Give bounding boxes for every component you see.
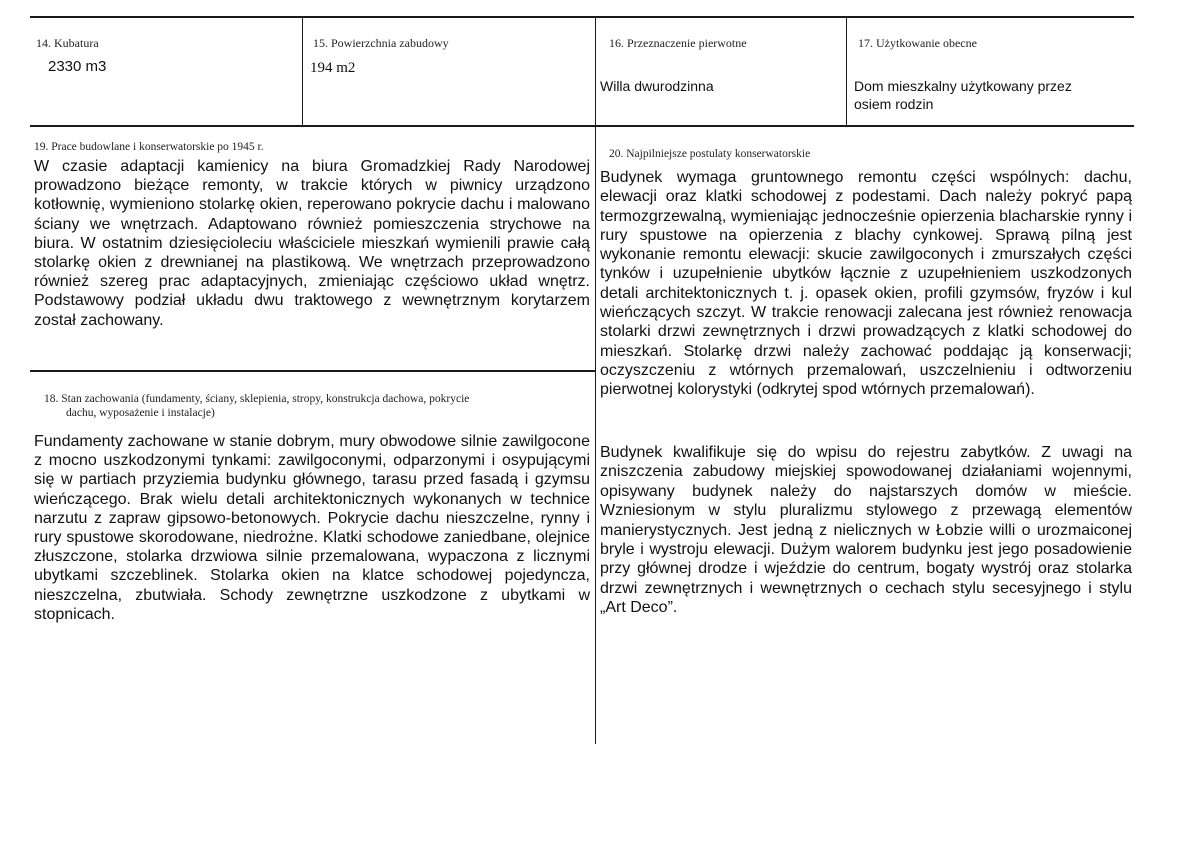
prace-budowlane-label: 19. Prace budowlane i konserwatorskie po 1945 r. <box>34 141 264 153</box>
powierzchnia-value: 194 m2 <box>310 60 356 76</box>
kubatura-value: 2330 m3 <box>48 58 107 75</box>
left-section-divider <box>30 370 595 372</box>
uzytkowanie-value-line1: Dom mieszkalny użytkowany przez <box>854 78 1072 94</box>
przeznaczenie-label: 16. Przeznaczenie pierwotne <box>609 36 747 50</box>
uzytkowanie-label: 17. Użytkowanie obecne <box>858 36 977 50</box>
stan-zachowania-label-line1: 18. Stan zachowania (fundamenty, ściany, sklepienia, stropy, konstrukcja dachowa, pokrycie <box>44 393 470 405</box>
stan-zachowania-text: Fundamenty zachowane w stanie dobrym, mury obwodowe silnie zawilgocone z mocno uszkodzonymi tynkami: zawilgoconymi, odparzonymi i osypującymi się w partiach przyziemia budynku głównego, tarasu przed fasadą i gzymsu wieńczącego. Brak wielu detali architektonicznych wykonanych w technice narzutu z zapraw gipsowo-betonowych. Pokrycie dachu nieszczelne, rynny i rury spustowe skorodowane, niedrożne. Klatki schodowe zaniedbane, olejnice złuszczone, stolarka drzwiowa silnie przemalowana, wypaczona z licznymi ubytkami szczeblinek. Stolarka okien na klatce schodowej pojedyncza, nieszczelna, zbutwiała. Schody zewnętrzne uszkodzone z ubytkami w stopnicach. <box>34 433 590 623</box>
prace-budowlane-text: W czasie adaptacji kamienicy na biura Gromadzkiej Rady Narodowej prowadzono bieżące remonty, w trakcie których w piwnicy urządzono kotłownię, wymieniono stolarkę okien, reperowano pokrycie dachu i malowano ściany we wnętrzach. Adaptowano również pomieszczenia strychowe na biura. W ostatnim dziesięcioleciu właściciele mieszkań wymienili prawie całą stolarkę okien z drewnianej na plastikową. We wnętrzach przeprowadzono również szereg prac adaptacyjnych, zmieniając częściowo układ wnętrz. Podstawowy podział układu dwu traktowego z wewnętrznym korytarzem został zachowany. <box>34 158 590 329</box>
przeznaczenie-value: Willa dwurodzinna <box>600 78 714 94</box>
divider-16-17 <box>846 16 847 126</box>
top-border-line <box>30 16 1134 18</box>
postulaty-text-paragraph-1: Budynek wymaga gruntownego remontu części wspólnych: dachu, elewacji oraz klatki schodowej z podestami. Dach należy pokryć papą termozgrzewalną, wymieniając jednocześnie opierzenia blacharskie rynny i rury spustowe na opierzenia z blachy cynkowej. Sprawą pilną jest wykonanie remontu elewacji: skucie zawilgoconych i zmurszałych części tynków i uzupełnienie ubytków łącznie z uzupełnieniem uszkodzonych detali architektonicznych t. j. opasek okien, profili gzymsów, fryzów i kul wieńczących szczyt. W trakcie renowacji zalecana jest również renowacja stolarki drzwi zewnętrznych i drzwi prowadzących z klatki schodowej do mieszkań. Stolarkę drzwi należy zachować poddając ją konserwacji; oczyszczeniu z wtórnych przemalowań, uszczelnieniu i odtworzeniu pierwotnej kolorystyki (odkrytej spod wtórnych przemalowań). <box>600 169 1132 399</box>
uzytkowanie-value-line2: osiem rodzin <box>854 96 934 112</box>
row1-bottom-line <box>30 125 1134 127</box>
postulaty-text-paragraph-2: Budynek kwalifikuje się do wpisu do rejestru zabytków. Z uwagi na zniszczenia zabudowy miejskiej spowodowanej działaniami wojennymi, opisywany budynek należy do najstarszych domów w mieście. Wzniesionym w stylu pluralizmu stylowego z przewagą elementów manierystycznych. Jest jedną z nielicznych w Łobzie willi o urozmaiconej bryle i wystroju elewacji. Dużym walorem budynku jest jego posadowienie przy głównej drodze i wjeździe do centrum, bogaty wystrój oraz stolarka drzwi zewnętrznych i wewnętrznych o cechach stylu secesyjnego i stylu „Art Deco”. <box>600 444 1132 617</box>
kubatura-label: 14. Kubatura <box>36 36 99 50</box>
postulaty-label: 20. Najpilniejsze postulaty konserwatorskie <box>609 148 811 160</box>
divider-15-16 <box>595 16 596 744</box>
stan-zachowania-label-line2: dachu, wyposażenie i instalacje) <box>66 407 215 419</box>
powierzchnia-label: 15. Powierzchnia zabudowy <box>313 36 449 50</box>
divider-14-15 <box>302 16 303 126</box>
